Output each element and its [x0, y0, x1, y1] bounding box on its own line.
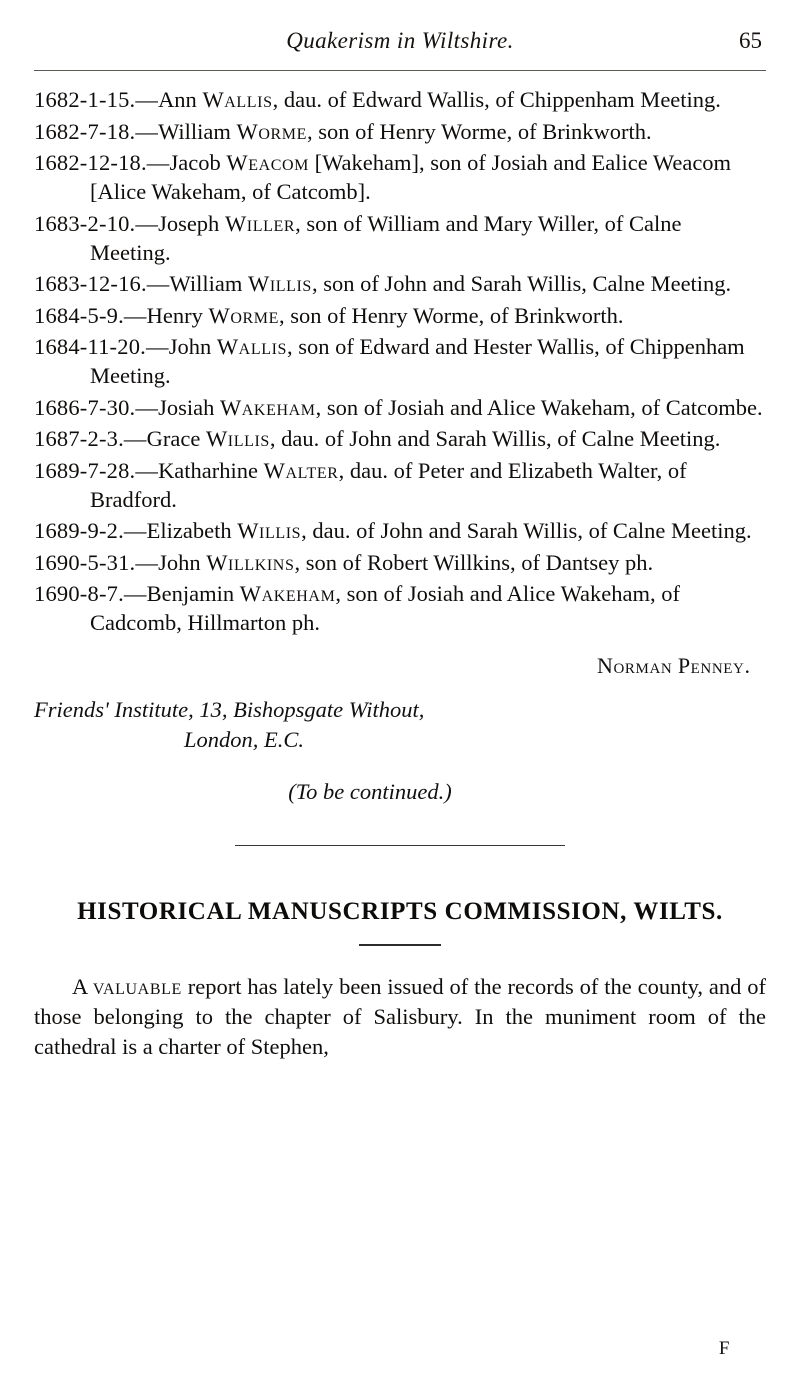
entry-family-name: Willer [224, 210, 296, 236]
article-body [34, 972, 766, 1062]
entry-given-name: William [169, 271, 243, 297]
list-item [34, 516, 766, 545]
entry-date: 1689-7-28.— [34, 457, 159, 483]
entry-date: 1682-12-18.— [34, 150, 170, 176]
list-item [34, 117, 766, 146]
entry-given-name: Jacob [169, 150, 221, 176]
entry-family-name: Wallis [202, 87, 273, 112]
entry-family-name: Walter [263, 457, 339, 483]
list-item [34, 456, 766, 514]
author-address [34, 695, 766, 754]
running-head [34, 22, 766, 64]
entry-given-name: William [158, 118, 231, 144]
entry-family-name: Wallis [216, 334, 287, 360]
list-item [34, 269, 766, 298]
paragraph [34, 972, 766, 1062]
entry-detail: [Wakeham], son of Josiah and Ealice Weacom [Alice Wakeham, of Catcomb]. [90, 150, 732, 205]
entry-family-name: Wakeham [239, 581, 336, 607]
paragraph-text: report has lately been issued of the records of the county, and of those belonging to the chapter of Salisbury. In the muniment room of the cathedral is a charter of Stephen, [34, 973, 767, 1059]
list-item [34, 579, 766, 637]
entry-family-name: Willis [237, 518, 302, 544]
entry-detail: , dau. of Peter and Elizabeth Walter, of Bradford. [90, 457, 687, 512]
entry-date: 1682-7-18.— [34, 118, 159, 144]
entry-detail: , dau. of John and Sarah Willis, of Calne Meeting. [301, 518, 752, 544]
entry-family-name: Willkins [206, 549, 295, 575]
entry-given-name: Benjamin [146, 581, 235, 607]
address-line-1: Friends' Institute, 13, Bishopsgate Without, [34, 697, 425, 723]
entry-detail: , son of Edward and Hester Wallis, of Chippenham Meeting. [90, 334, 745, 389]
list-item [34, 393, 766, 422]
section-divider-rule [235, 845, 565, 846]
list-item [34, 148, 766, 206]
entry-family-name: Weacom [226, 150, 309, 176]
entry-detail: , son of Robert Willkins, of Dantsey ph. [294, 549, 654, 575]
entry-family-name: Worme [236, 118, 307, 144]
article-heading: HISTORICAL MANUSCRIPTS COMMISSION, WILTS. [77, 897, 723, 925]
entry-date: 1683-12-16.— [34, 271, 170, 297]
list-item [34, 548, 766, 577]
entry-date: 1690-8-7.— [34, 581, 147, 607]
entry-date: 1686-7-30.— [34, 394, 159, 420]
list-item [34, 301, 766, 330]
page-number: 65 [739, 28, 762, 53]
list-item [34, 209, 766, 267]
entry-detail: , dau. of Edward Wallis, of Chippenham Meeting. [272, 87, 721, 112]
entry-family-name: Worme [208, 302, 279, 328]
entry-detail: , son of Henry Worme, of Brinkworth. [307, 118, 652, 144]
entry-date: 1684-5-9.— [34, 302, 147, 328]
entry-given-name: Ann [158, 87, 197, 112]
lead-small-caps-word: valuable [92, 973, 182, 999]
entry-given-name: Katharhine [158, 457, 259, 483]
birth-entries-list [34, 85, 766, 637]
list-item [34, 85, 766, 114]
entry-date: 1682-1-15.— [34, 87, 159, 112]
entry-given-name: Henry [146, 302, 203, 328]
entry-family-name: Willis [205, 426, 270, 452]
page-title: Quakerism in Wiltshire. [286, 28, 514, 53]
entry-given-name: John [168, 334, 212, 360]
signature-period: . [744, 653, 750, 679]
list-item [34, 424, 766, 453]
address-line-2: London, E.C. [184, 726, 305, 752]
entry-given-name: Joseph [158, 210, 220, 236]
entry-date: 1683-2-10.— [34, 210, 159, 236]
entry-given-name: Grace [146, 426, 201, 452]
entry-detail: , son of William and Mary Willer, of Calne Meeting. [90, 210, 682, 265]
author-signature [34, 653, 766, 679]
entry-given-name: Josiah [158, 394, 215, 420]
entry-given-name: John [158, 549, 201, 575]
lead-letter: A [72, 973, 88, 999]
entry-detail: , son of Henry Worme, of Brinkworth. [278, 302, 624, 328]
heading-underrule [359, 944, 441, 946]
entry-date: 1687-2-3.— [34, 426, 147, 452]
entry-detail: , dau. of John and Sarah Willis, of Calne Meeting. [269, 426, 721, 452]
entry-given-name: Elizabeth [146, 518, 232, 544]
entry-family-name: Willis [247, 271, 312, 297]
entry-detail: , son of John and Sarah Willis, Calne Meeting. [311, 271, 732, 297]
signature-family-name: Penney [677, 653, 745, 679]
list-item [34, 332, 766, 390]
signature-mark: F [718, 1338, 730, 1359]
entry-detail: , son of Josiah and Alice Wakeham, of Cadcomb, Hillmarton ph. [90, 581, 680, 636]
continued-note: (To be continued.) [288, 778, 452, 804]
entry-date: 1689-9-2.— [34, 518, 147, 544]
entry-family-name: Wakeham [219, 394, 316, 420]
header-rule [34, 70, 766, 71]
entry-date: 1684-11-20.— [34, 334, 169, 360]
entry-detail: , son of Josiah and Alice Wakeham, of Catcombe. [315, 394, 763, 420]
signature-given-name: Norman [597, 653, 673, 679]
entry-date: 1690-5-31.— [34, 549, 159, 575]
